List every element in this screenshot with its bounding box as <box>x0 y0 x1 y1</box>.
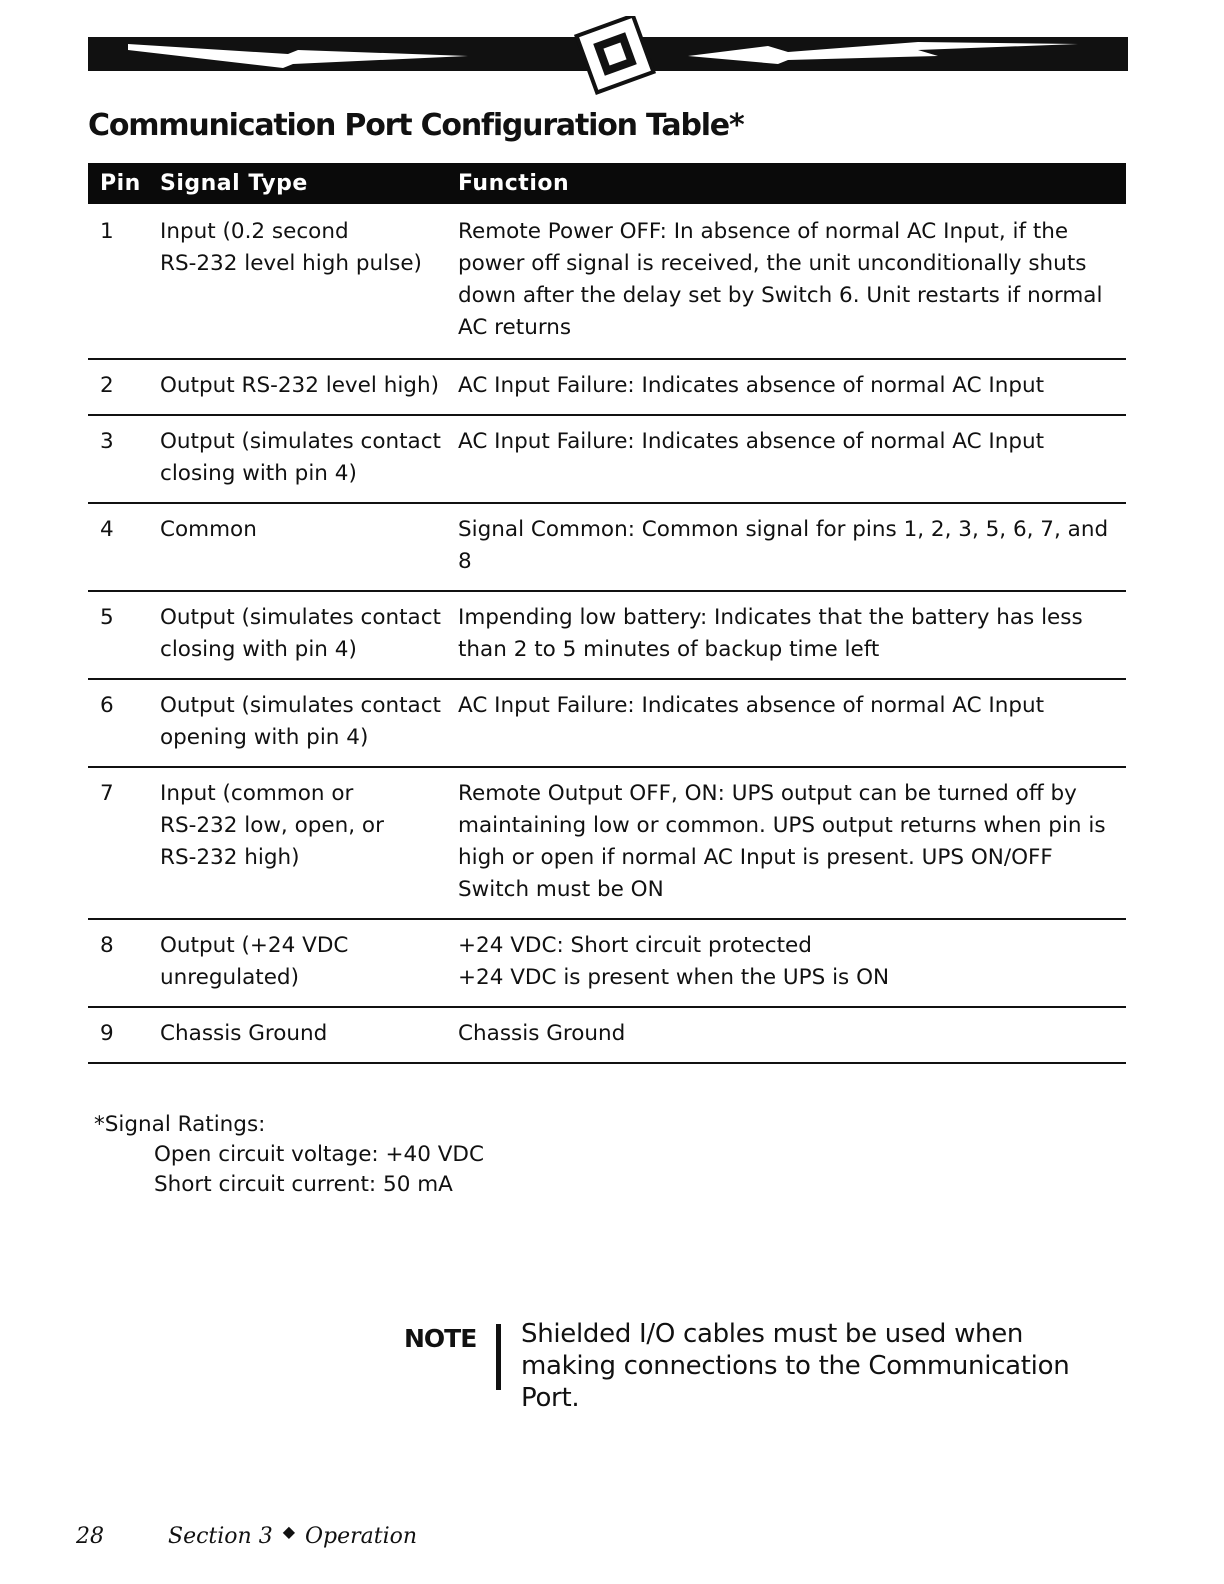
table-row <box>88 768 1126 920</box>
signal-cell: Output (simulates contact closing with pin 4) <box>160 605 441 662</box>
table-row <box>88 204 1126 360</box>
signal-cell: Output (simulates contact closing with pin 4) <box>160 429 441 486</box>
page-footer <box>76 1524 417 1549</box>
note-callout <box>404 1318 1101 1414</box>
pin-cell: 9 <box>100 1021 114 1046</box>
open-circuit-voltage: Open circuit voltage: +40 VDC <box>154 1142 484 1167</box>
table-row <box>88 1008 1126 1064</box>
ratings-heading: *Signal Ratings: <box>94 1112 266 1137</box>
signal-cell: Chassis Ground <box>160 1021 328 1046</box>
pin-cell: 2 <box>100 373 114 398</box>
signal-cell: Output RS-232 level high) <box>160 373 439 398</box>
table-row <box>88 360 1126 416</box>
page-number: 28 <box>76 1524 104 1549</box>
footer-chapter: Operation <box>305 1524 418 1549</box>
function-cell: AC Input Failure: Indicates absence of normal AC Input <box>458 373 1045 398</box>
signal-ratings <box>94 1110 484 1200</box>
signal-cell: Output (+24 VDC unregulated) <box>160 933 349 990</box>
header-function: Function <box>458 171 570 196</box>
pin-cell: 5 <box>100 605 114 630</box>
note-label: NOTE <box>404 1324 477 1353</box>
table-body <box>88 204 1126 1064</box>
function-cell: +24 VDC: Short circuit protected +24 VDC is present when the UPS is ON <box>458 933 890 990</box>
function-cell: Signal Common: Common signal for pins 1, 2, 3, 5, 6, 7, and 8 <box>458 517 1109 574</box>
function-cell: Remote Power OFF: In absence of normal AC Input, if the power off signal is received, the unit unconditionally shuts down after the delay set by Switch 6. Unit restarts if normal AC returns <box>458 219 1103 340</box>
table-row <box>88 416 1126 504</box>
function-cell: Remote Output OFF, ON: UPS output can be turned off by maintaining low or common. UPS output returns when pin is high or open if normal AC Input is present. UPS ON/OFF Switch must be ON <box>458 781 1106 902</box>
port-configuration-table <box>88 163 1126 1064</box>
function-cell: Chassis Ground <box>458 1021 626 1046</box>
signal-cell: Input (0.2 second RS-232 level high pulse) <box>160 219 422 276</box>
function-cell: AC Input Failure: Indicates absence of normal AC Input <box>458 693 1045 718</box>
note-text: Shielded I/O cables must be used when making connections to the Communication Port. <box>521 1319 1070 1413</box>
table-row <box>88 504 1126 592</box>
note-divider <box>496 1324 501 1390</box>
footer-section: Section 3 <box>168 1524 273 1549</box>
header-banner <box>88 16 1128 96</box>
pin-cell: 7 <box>100 781 114 806</box>
pin-cell: 4 <box>100 517 114 542</box>
header-signal-type: Signal Type <box>160 171 308 196</box>
signal-cell: Common <box>160 517 257 542</box>
table-row <box>88 592 1126 680</box>
function-cell: AC Input Failure: Indicates absence of normal AC Input <box>458 429 1045 454</box>
pin-cell: 6 <box>100 693 114 718</box>
signal-cell: Input (common or RS-232 low, open, or RS-232 high) <box>160 781 384 870</box>
diamond-emblem-icon <box>577 16 654 92</box>
pin-cell: 8 <box>100 933 114 958</box>
page-title: Communication Port Configuration Table* <box>88 108 744 143</box>
table-header <box>88 163 1126 204</box>
diamond-separator-icon: ◆ <box>282 1522 296 1541</box>
header-pin: Pin <box>100 171 141 196</box>
table-row <box>88 680 1126 768</box>
pin-cell: 1 <box>100 219 114 244</box>
signal-cell: Output (simulates contact opening with pin 4) <box>160 693 441 750</box>
table-row <box>88 920 1126 1008</box>
function-cell: Impending low battery: Indicates that the battery has less than 2 to 5 minutes of backup time left <box>458 605 1083 662</box>
pin-cell: 3 <box>100 429 114 454</box>
short-circuit-current: Short circuit current: 50 mA <box>154 1172 453 1197</box>
